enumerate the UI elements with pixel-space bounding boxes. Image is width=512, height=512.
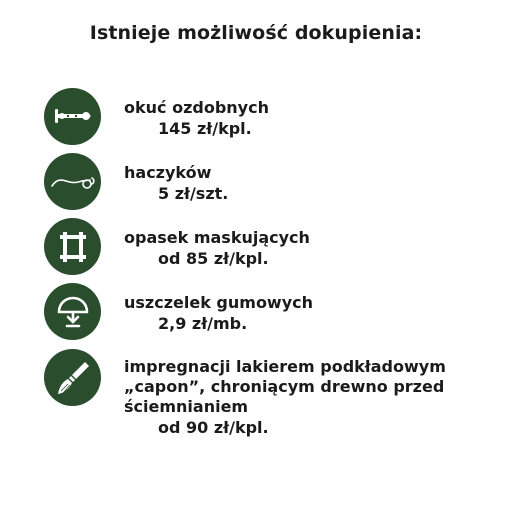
gasket-icon (56, 295, 90, 329)
brush-icon (55, 360, 91, 396)
brush-icon-badge (44, 349, 101, 406)
item-text (124, 98, 504, 139)
item-price: od 90 zł/kpl. (158, 418, 269, 437)
item-label: uszczelek gumowych (124, 293, 314, 312)
gasket-icon-badge (44, 283, 101, 340)
page-heading: Istnieje możliwość dokupienia: (89, 22, 423, 44)
item-price: 145 zł/kpl. (158, 119, 252, 138)
item-label: haczyków (124, 163, 212, 182)
item-label: impregnacji lakierem podkładowym „capon”, chroniącym drewno przed ściemnianiem (124, 357, 446, 416)
hook-icon (50, 170, 96, 194)
item-text (124, 293, 504, 334)
hook-icon-badge (44, 153, 101, 210)
item-label: opasek maskujących (124, 228, 310, 247)
item-text (124, 357, 504, 438)
item-price: od 85 zł/kpl. (158, 249, 269, 268)
item-text (124, 228, 504, 269)
hinge-icon-badge (44, 88, 101, 145)
item-price: 2,9 zł/mb. (158, 314, 248, 333)
frame-icon-badge (44, 218, 101, 275)
item-text (124, 163, 504, 204)
item-label: okuć ozdobnych (124, 98, 269, 117)
hinge-icon (53, 102, 93, 132)
item-price: 5 zł/szt. (158, 184, 229, 203)
frame-icon (56, 230, 90, 264)
